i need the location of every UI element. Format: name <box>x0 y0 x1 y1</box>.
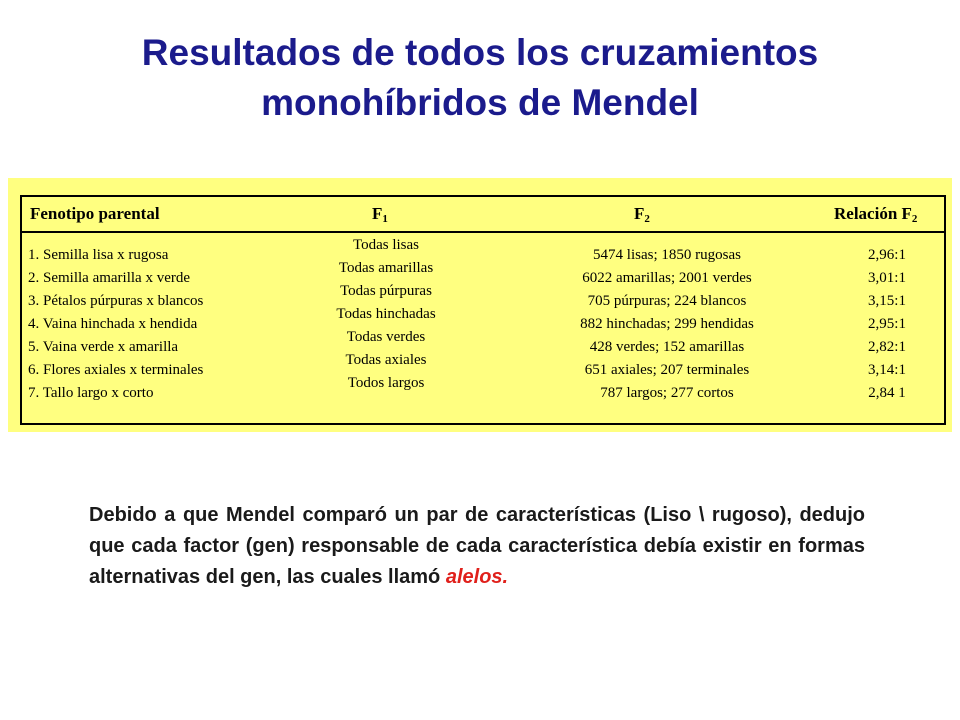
alelos-highlight: alelos. <box>445 566 509 588</box>
header-f2: $F_2$ <box>634 204 650 225</box>
cell-parental: 1. Semilla lisa x rugosa <box>28 247 169 263</box>
cell-f2: 5474 lisas; 1850 rugosas <box>593 247 741 263</box>
cell-f1: Todas hinchadas <box>336 306 436 322</box>
cell-parental: 7. Tallo largo x corto <box>28 385 154 401</box>
cell-f2: 882 hinchadas; 299 hendidas <box>580 316 754 332</box>
cell-f2: 651 axiales; 207 terminales <box>584 362 750 378</box>
cell-f2: 428 verdes; 152 amarillas <box>589 339 745 355</box>
header-divider <box>22 231 944 233</box>
header-ratio: Relación $F_2$ <box>834 204 918 225</box>
title-line-2: monohíbridos de Mendel <box>261 82 699 123</box>
cell-f1: Todas axiales <box>345 352 427 368</box>
cell-parental: 3. Pétalos púrpuras x blancos <box>28 293 204 309</box>
slide-title <box>0 28 960 128</box>
cell-ratio: 3,01:1 <box>868 270 906 286</box>
cell-parental: 4. Vaina hinchada x hendida <box>28 316 198 332</box>
cell-ratio: 2,96:1 <box>868 247 906 263</box>
cell-ratio: 2,82:1 <box>868 339 906 355</box>
cell-ratio: 2,95:1 <box>868 316 906 332</box>
cell-f2: 705 púrpuras; 224 blancos <box>587 293 747 309</box>
cell-parental: 2. Semilla amarilla x verde <box>28 270 191 286</box>
header-f1: $F_1$ <box>372 204 388 225</box>
results-table-panel <box>8 178 952 432</box>
cell-f1: Todas púrpuras <box>340 283 432 299</box>
results-table <box>20 195 946 425</box>
column-parental <box>28 244 203 405</box>
cell-ratio: 3,15:1 <box>868 293 906 309</box>
cell-f1: Todos largos <box>347 375 425 391</box>
title-line-1: Resultados de todos los cruzamientos <box>141 32 819 73</box>
explanation-paragraph <box>89 500 865 593</box>
column-ratio <box>852 244 922 405</box>
cell-f2: 787 largos; 277 cortos <box>600 385 734 401</box>
cell-ratio: 2,84 1 <box>868 385 906 401</box>
header-parental: Fenotipo parental <box>30 204 160 223</box>
cell-f2: 6022 amarillas; 2001 verdes <box>582 270 752 286</box>
cell-parental: 5. Vaina verde x amarilla <box>28 339 179 355</box>
column-f2 <box>522 244 812 405</box>
cell-parental: 6. Flores axiales x terminales <box>28 362 204 378</box>
column-f1 <box>312 234 460 395</box>
explanation-text: Debido a que Mendel comparó un par de características (Liso \ rugoso), dedujo que cada factor (gen) responsable de cada característica debía existir en formas alternativas del gen, las cuales llamó <box>89 504 865 588</box>
cell-ratio: 3,14:1 <box>868 362 906 378</box>
cell-f1: Todas verdes <box>346 329 426 345</box>
cell-f1: Todas lisas <box>352 237 420 253</box>
cell-f1: Todas amarillas <box>338 260 434 276</box>
